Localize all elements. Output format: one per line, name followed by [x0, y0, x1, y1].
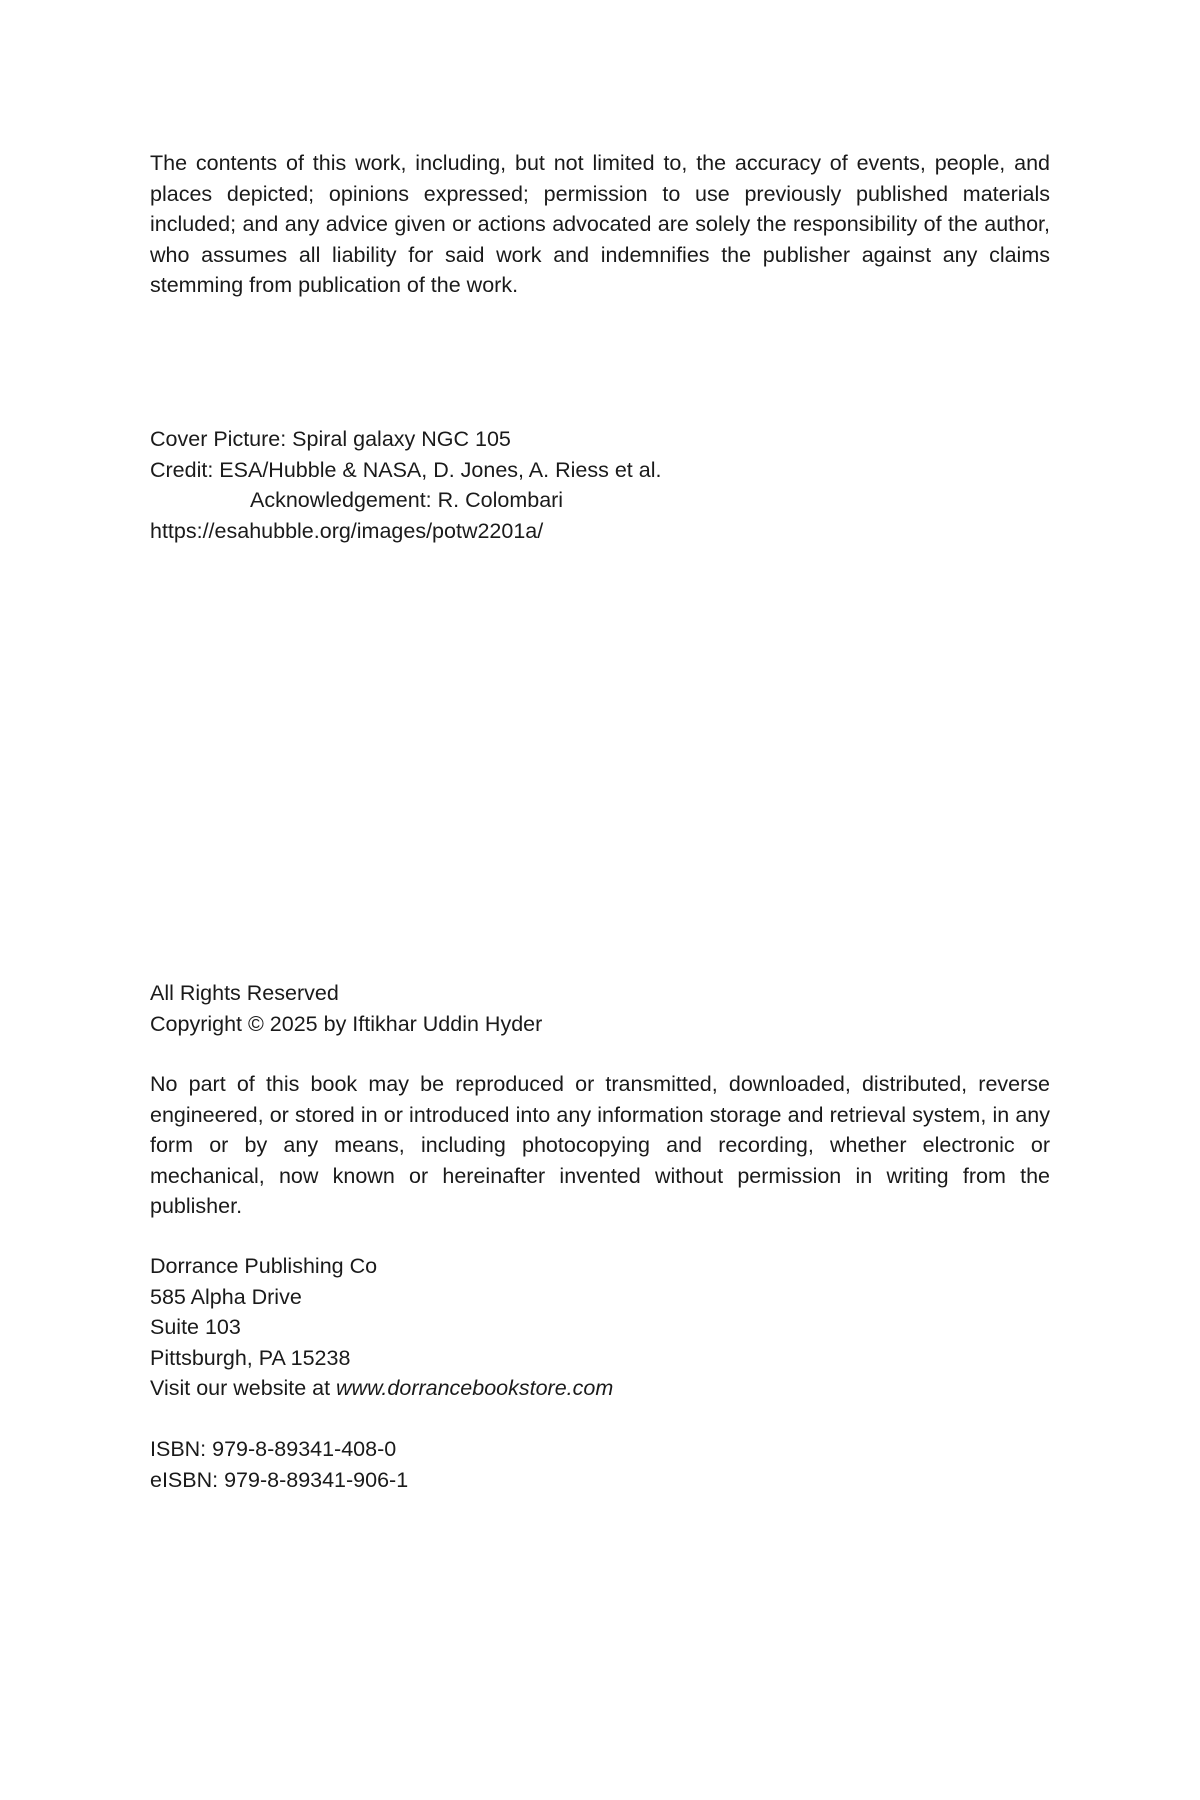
cover-credits: [150, 424, 1050, 546]
rights-block: [150, 978, 1050, 1039]
website-prefix: Visit our website at: [150, 1376, 337, 1400]
website-link[interactable]: www.dorrancebookstore.com: [336, 1376, 614, 1400]
isbn-ebook: eISBN: 979-8-89341-906-1: [150, 1467, 409, 1492]
publisher-name: Dorrance Publishing Co: [150, 1254, 378, 1278]
cover-picture-line: Cover Picture: Spiral galaxy NGC 105: [150, 427, 511, 451]
disclaimer-paragraph: [150, 148, 1050, 301]
isbn-block: [150, 1434, 1050, 1495]
publisher-street: 585 Alpha Drive: [150, 1284, 302, 1309]
publisher-suite: Suite 103: [150, 1315, 241, 1339]
isbn-print: ISBN: 979-8-89341-408-0: [150, 1437, 397, 1461]
all-rights-reserved: All Rights Reserved: [150, 981, 339, 1005]
reproduction-notice-text: No part of this book may be reproduced or transmitted, downloaded, distributed, reverse engineered, or stored in or introduced into any information storage and retrieval system, in any form or by any means, including photocopying and recording, whether electronic or mechanical, now known or hereinafter invented without permission in writing from the publisher.: [150, 1072, 1050, 1218]
cover-credit-line: Credit: ESA/Hubble & NASA, D. Jones, A. Riess et al.: [150, 457, 662, 482]
publisher-address: [150, 1251, 1050, 1404]
reproduction-notice: [150, 1069, 1050, 1222]
cover-url-line: https://esahubble.org/images/potw2201a/: [150, 518, 544, 543]
copyright-line: Copyright © 2025 by Iftikhar Uddin Hyder: [150, 1011, 543, 1036]
publisher-city: Pittsburgh, PA 15238: [150, 1345, 351, 1370]
disclaimer-text: The contents of this work, including, but not limited to, the accuracy of events, people, and places depicted; opinions expressed; permission to use previously published materials included; and any advice given or actions advocated are solely the responsibility of the author, who assumes all liability for said work and indemnifies the publisher against any claims stemming from publication of the work.: [150, 151, 1050, 297]
publisher-website-line: [150, 1373, 1050, 1404]
cover-acknowledgement-line: Acknowledgement: R. Colombari: [250, 488, 564, 512]
